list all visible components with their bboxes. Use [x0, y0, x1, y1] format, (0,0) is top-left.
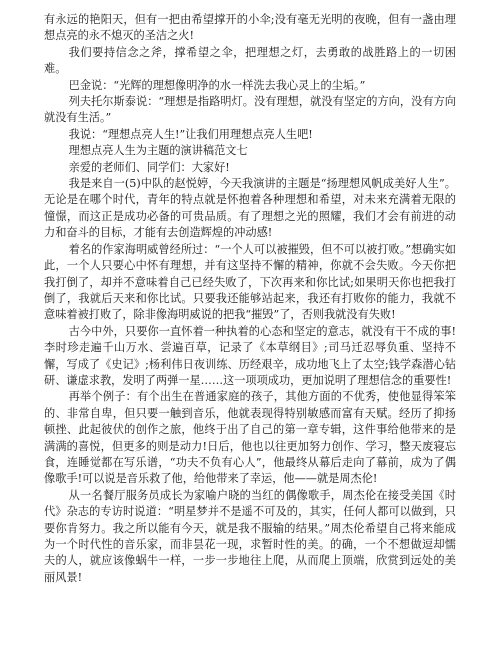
paragraph-2: 我们要持信念之斧，撑希望之伞，把理想之灯，去勇敢的战胜路上的一切困难。 — [44, 45, 456, 76]
paragraph-4: 列夫托尔斯泰说：“理想是指路明灯。没有理想，就没有坚定的方向，没有方向就没有生活。” — [44, 95, 456, 125]
paragraph-9: 着名的作家海明威曾经所过：“一个人可以被摧毁，但不可以被打败。”想确实如此，一个人只要心中怀有理想，并有这坚持不懈的精神，你就不会失败。今天你把我打倒了，却并不意味着自己已经失败了，下次再来和你比试;如果明天你也把我打倒了，我就后天来和你比试。只要我还能够站起来，我还有打败你的能力，我就不意味着被打败了，除非像海明威说的把我“摧毁”了，否则我就没有失败! — [44, 242, 456, 322]
paragraph-12: 从一名餐厅服务员成长为家喻户晓的当红的偶像歌手，周杰伦在接受美国《时代》杂志的专访时说道：“明星梦并不是遥不可及的，其实，任何人都可以做到，只要你肯努力。我之所以能有今天，就是我不服输的结果。”周杰伦希望自己将来能成为一个时代性的音乐家，而非昙花一现，求暂时性的美。的确，一个不想做逗却懦夫的人，就应该像蜗牛一样，一步一步地往上爬，从而爬上顶端，欣赏到远处的美丽风景! — [44, 488, 456, 584]
paragraph-5: 我说：“理想点亮人生!”让我们用理想点亮人生吧! — [68, 127, 313, 141]
paragraph-1: 有永远的艳阳天，但有一把由希望撑开的小伞;没有毫无光明的夜晚，但有一盏由理想点亮的永不熄灭的圣洁之火! — [44, 13, 456, 43]
paragraph-3: 巴金说：“光辉的理想像明净的水一样洗去我心灵上的尘垢。” — [68, 78, 366, 92]
paragraph-11: 再举个例子：有个出生在普通家庭的孩子，其他方面的不优秀，使他显得笨笨的、非常自卑，但只要一触到音乐，他就表现得特别敏感而富有天赋。经历了抑扬顿挫、此起彼伏的创作之旅，他终于出了自己的第一章专辑，这件事给他带来的是满满的喜悦，但更多的则是动力!日后，他也以往更加努力创作、学习，整天废寝忘食，连睡觉都在写乐谱，“功夫不负有心人”，他最终从幕后走向了幕前，成为了偶像歌手!可以说是音乐救了他，给他带来了幸运，他——就是周杰伦! — [44, 390, 456, 486]
paragraph-10: 古今中外，只要你一直怀着一种执着的心态和坚定的意志，就没有干不成的事!李时珍走遍千山万水、尝遍百草，记录了《本草纲目》;司马迁忍辱负重、坚持不懈，写成了《史记》;杨利伟日夜训练、历经艰辛，成功地飞上了太空;钱学森潜心钻研、谦虚求教，发明了两弹一星……这一项项成功，更加说明了理想信念的重要性! — [44, 324, 456, 387]
paragraph-8: 我是来自一(5)中队的赵悦婷，今天我演讲的主题是“扬理想风帆成美好人生”。无论是在哪个时代，青年的特点就是怀抱着各种理想和希望，对未来充满着无限的憧憬，而这正是成功必备的可贵品质。有了理想之光的照耀，我们才会有前进的动力和奋斗的目标，才能有去创造辉煌的冲动感! — [44, 177, 456, 240]
section-heading: 理想点亮人生为主题的演讲稿范文七 — [68, 144, 248, 158]
greeting: 亲爱的老师们、同学们：大家好! — [68, 160, 230, 174]
